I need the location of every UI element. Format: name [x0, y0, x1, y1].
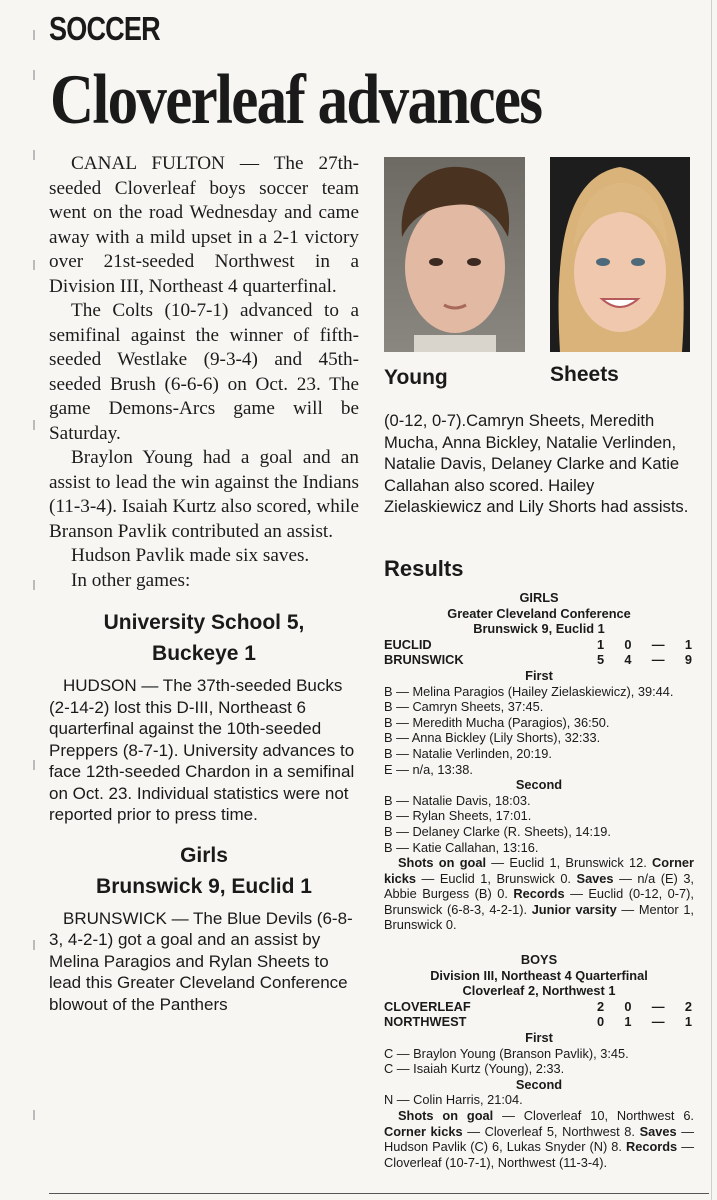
- stat-label: Records: [625, 1139, 678, 1155]
- total: 1: [684, 1014, 692, 1030]
- boys-first-label: First: [525, 1029, 553, 1045]
- univ-subhead-line: University School 5,: [103, 611, 305, 634]
- scoring-line: B — Meredith Mucha (Paragios), 36:50.: [384, 714, 610, 730]
- girls-team2-row: [384, 652, 694, 668]
- sheets-photo: [550, 157, 690, 352]
- young-portrait-image: [384, 157, 525, 352]
- dash: —: [651, 636, 665, 652]
- boys-division: Division III, Northeast 4 Quarterfinal: [430, 967, 648, 983]
- total: 9: [684, 652, 692, 668]
- young-caption: Young: [384, 366, 448, 389]
- girls-stats-block: [384, 855, 694, 933]
- scoring-line: B — Rylan Sheets, 17:01.: [384, 808, 532, 824]
- bottom-rule: [49, 1193, 709, 1194]
- girls-body: BRUNSWICK — The Blue Devils (6-8-3, 4-2-1) got a goal and an assist by Melina Paragios and Rylan Sheets to lead this Greater Cleveland Conference blowout of the Panthers: [49, 908, 353, 1014]
- stat-value: — Euclid (0-12, 0-7), Brunswick (6-8-3, 4-2-1).: [384, 886, 694, 917]
- girls-subhead: [49, 840, 359, 902]
- section-kicker: SOCCER: [49, 10, 160, 47]
- girls-label: GIRLS: [519, 590, 559, 605]
- stat-value: — Mentor 1, Brunswick 0.: [384, 901, 694, 933]
- stat-label: Shots on goal: [398, 1107, 494, 1123]
- stat-label: Records: [513, 886, 565, 902]
- girls-conference: Greater Cleveland Conference: [447, 605, 631, 621]
- scoring-line: B — Anna Bickley (Lily Shorts), 32:33.: [384, 730, 601, 746]
- stat-value: — Euclid 1, Brunswick 12.: [486, 855, 647, 871]
- half1: 1: [597, 636, 605, 652]
- stat-label: Shots on goal: [398, 855, 487, 871]
- boys-matchup: Cloverleaf 2, Northwest 1: [462, 983, 616, 999]
- girls-head: Brunswick 9, Euclid 1: [96, 874, 312, 898]
- story-paragraph: CANAL FULTON — The 27th-seeded Cloverleaf boys soccer team went on the road Wednesday and came away with a mild upset in a 2-1 victory over 21st-seeded Northwest in a Division III, Northeast 4 quarterfinal.: [49, 153, 359, 297]
- stat-label: Corner kicks: [384, 1123, 463, 1139]
- girls-first-label: First: [525, 667, 553, 683]
- scoring-line: E — n/a, 13:38.: [384, 761, 473, 777]
- story-paragraph: The Colts (10-7-1) advanced to a semifinal against the winner of fifth-seeded Westlake (9-3-4) and 45th-seeded Brush (6-6-6) on Oct. 23. The game Demons-Arcs game will be Saturday.: [49, 300, 359, 444]
- score-cells: [597, 637, 694, 653]
- team-name: EUCLID: [384, 636, 432, 652]
- half1: 0: [597, 1014, 605, 1030]
- half1: 2: [597, 998, 605, 1014]
- team-name: NORTHWEST: [384, 1014, 467, 1030]
- stat-value: — Euclid 1, Brunswick 0.: [416, 870, 571, 886]
- half1: 5: [597, 652, 605, 668]
- girls-continued: [384, 410, 694, 518]
- story-paragraph: In other games:: [71, 569, 191, 591]
- scoring-line: B — Natalie Verlinden, 20:19.: [384, 745, 552, 761]
- girls-second-label: Second: [515, 777, 563, 793]
- score-cells: [597, 1014, 694, 1030]
- scoring-line: C — Isaiah Kurtz (Young), 2:33.: [384, 1061, 565, 1077]
- results-boys: [384, 952, 694, 1170]
- dash: —: [651, 1014, 665, 1030]
- results-girls: [384, 590, 694, 933]
- dash: —: [651, 998, 665, 1014]
- boys-team1-row: [384, 999, 694, 1015]
- scoring-line: B — Natalie Davis, 18:03.: [384, 792, 531, 808]
- scoring-line: B — Camryn Sheets, 37:45.: [384, 699, 544, 715]
- margin-mark: [33, 760, 35, 770]
- total: 1: [684, 636, 692, 652]
- margin-mark: [33, 420, 35, 430]
- story-column: [49, 152, 359, 1015]
- scoring-line: B — Delaney Clarke (R. Sheets), 14:19.: [384, 823, 611, 839]
- stat-value: — Cloverleaf 10, Northwest 6.: [493, 1107, 694, 1123]
- margin-mark: [33, 580, 35, 590]
- score-cells: [597, 652, 694, 668]
- boys-stats-block: [384, 1108, 694, 1170]
- stat-value: — Cloverleaf 5, Northwest 8.: [462, 1123, 635, 1139]
- young-photo: [384, 157, 525, 352]
- sheets-caption: Sheets: [550, 363, 619, 386]
- scoring-line: B — Melina Paragios (Hailey Zielaskiewicz), 39:44.: [384, 683, 674, 699]
- univ-subhead: [49, 607, 359, 669]
- margin-mark: [33, 1110, 35, 1120]
- girls-continued-text: (0-12, 0-7).Camryn Sheets, Meredith Mucha, Anna Bickley, Natalie Verlinden, Natalie Davis, Delaney Clarke and Katie Callahan also scored. Hailey Zielaskiewicz and Lily Shorts had assists.: [384, 411, 689, 516]
- half2: 1: [624, 1014, 632, 1030]
- univ-body: HUDSON — The 37th-seeded Bucks (2-14-2) lost this D-III, Northeast 6 quarterfinal against the 10th-seeded Preppers (8-7-1). University advances to face 12th-seeded Chardon in a semifinal on Oct. 23. Individual statistics were not reported prior to press time.: [49, 676, 355, 824]
- stat-value: — Hudson Pavlik (C) 6, Lukas Snyder (N) 8.: [384, 1123, 695, 1155]
- margin-mark: [33, 70, 35, 80]
- total: 2: [684, 998, 692, 1014]
- team-name: BRUNSWICK: [384, 652, 464, 668]
- sheets-portrait-image: [550, 157, 690, 352]
- column-rule-right: [711, 0, 712, 1200]
- girls-matchup: Brunswick 9, Euclid 1: [473, 621, 605, 637]
- stat-label: Corner kicks: [384, 855, 694, 886]
- stat-label: Saves: [576, 870, 614, 886]
- scoring-line: B — Katie Callahan, 13:16.: [384, 839, 539, 855]
- half2: 0: [624, 998, 632, 1014]
- margin-mark: [33, 260, 35, 270]
- boys-label: BOYS: [520, 952, 558, 967]
- half2: 4: [624, 652, 632, 668]
- headline: Cloverleaf advances: [50, 61, 542, 139]
- univ-subhead-line: Buckeye 1: [152, 642, 256, 665]
- girls-kicker: Girls: [180, 843, 228, 867]
- margin-mark: [33, 30, 35, 40]
- story-paragraph: Hudson Pavlik made six saves.: [71, 545, 310, 566]
- dash: —: [651, 652, 665, 668]
- stat-value: — n/a (E) 3, Abbie Burgess (B) 0.: [384, 870, 694, 902]
- team-name: CLOVERLEAF: [384, 998, 471, 1014]
- stat-label: Saves: [639, 1123, 677, 1139]
- boys-team2-row: [384, 1014, 694, 1030]
- scoring-line: C — Braylon Young (Branson Pavlik), 3:45.: [384, 1045, 629, 1061]
- scoring-line: N — Colin Harris, 21:04.: [384, 1092, 523, 1108]
- results-title: Results: [384, 556, 464, 581]
- girls-team1-row: [384, 637, 694, 653]
- margin-mark: [33, 940, 35, 950]
- stat-label: Junior varsity: [531, 901, 617, 917]
- boys-second-label: Second: [515, 1076, 563, 1092]
- half2: 0: [624, 636, 632, 652]
- story-paragraph: Braylon Young had a goal and an assist to lead the win against the Indians (11-3-4). Isaiah Kurtz also scored, while Branson Pavlik contributed an assist.: [49, 447, 359, 542]
- stat-value: — Cloverleaf (10-7-1), Northwest (11-3-4).: [384, 1139, 695, 1170]
- column-rule-left: [32, 0, 33, 1200]
- margin-mark: [33, 150, 35, 160]
- score-cells: [597, 999, 694, 1015]
